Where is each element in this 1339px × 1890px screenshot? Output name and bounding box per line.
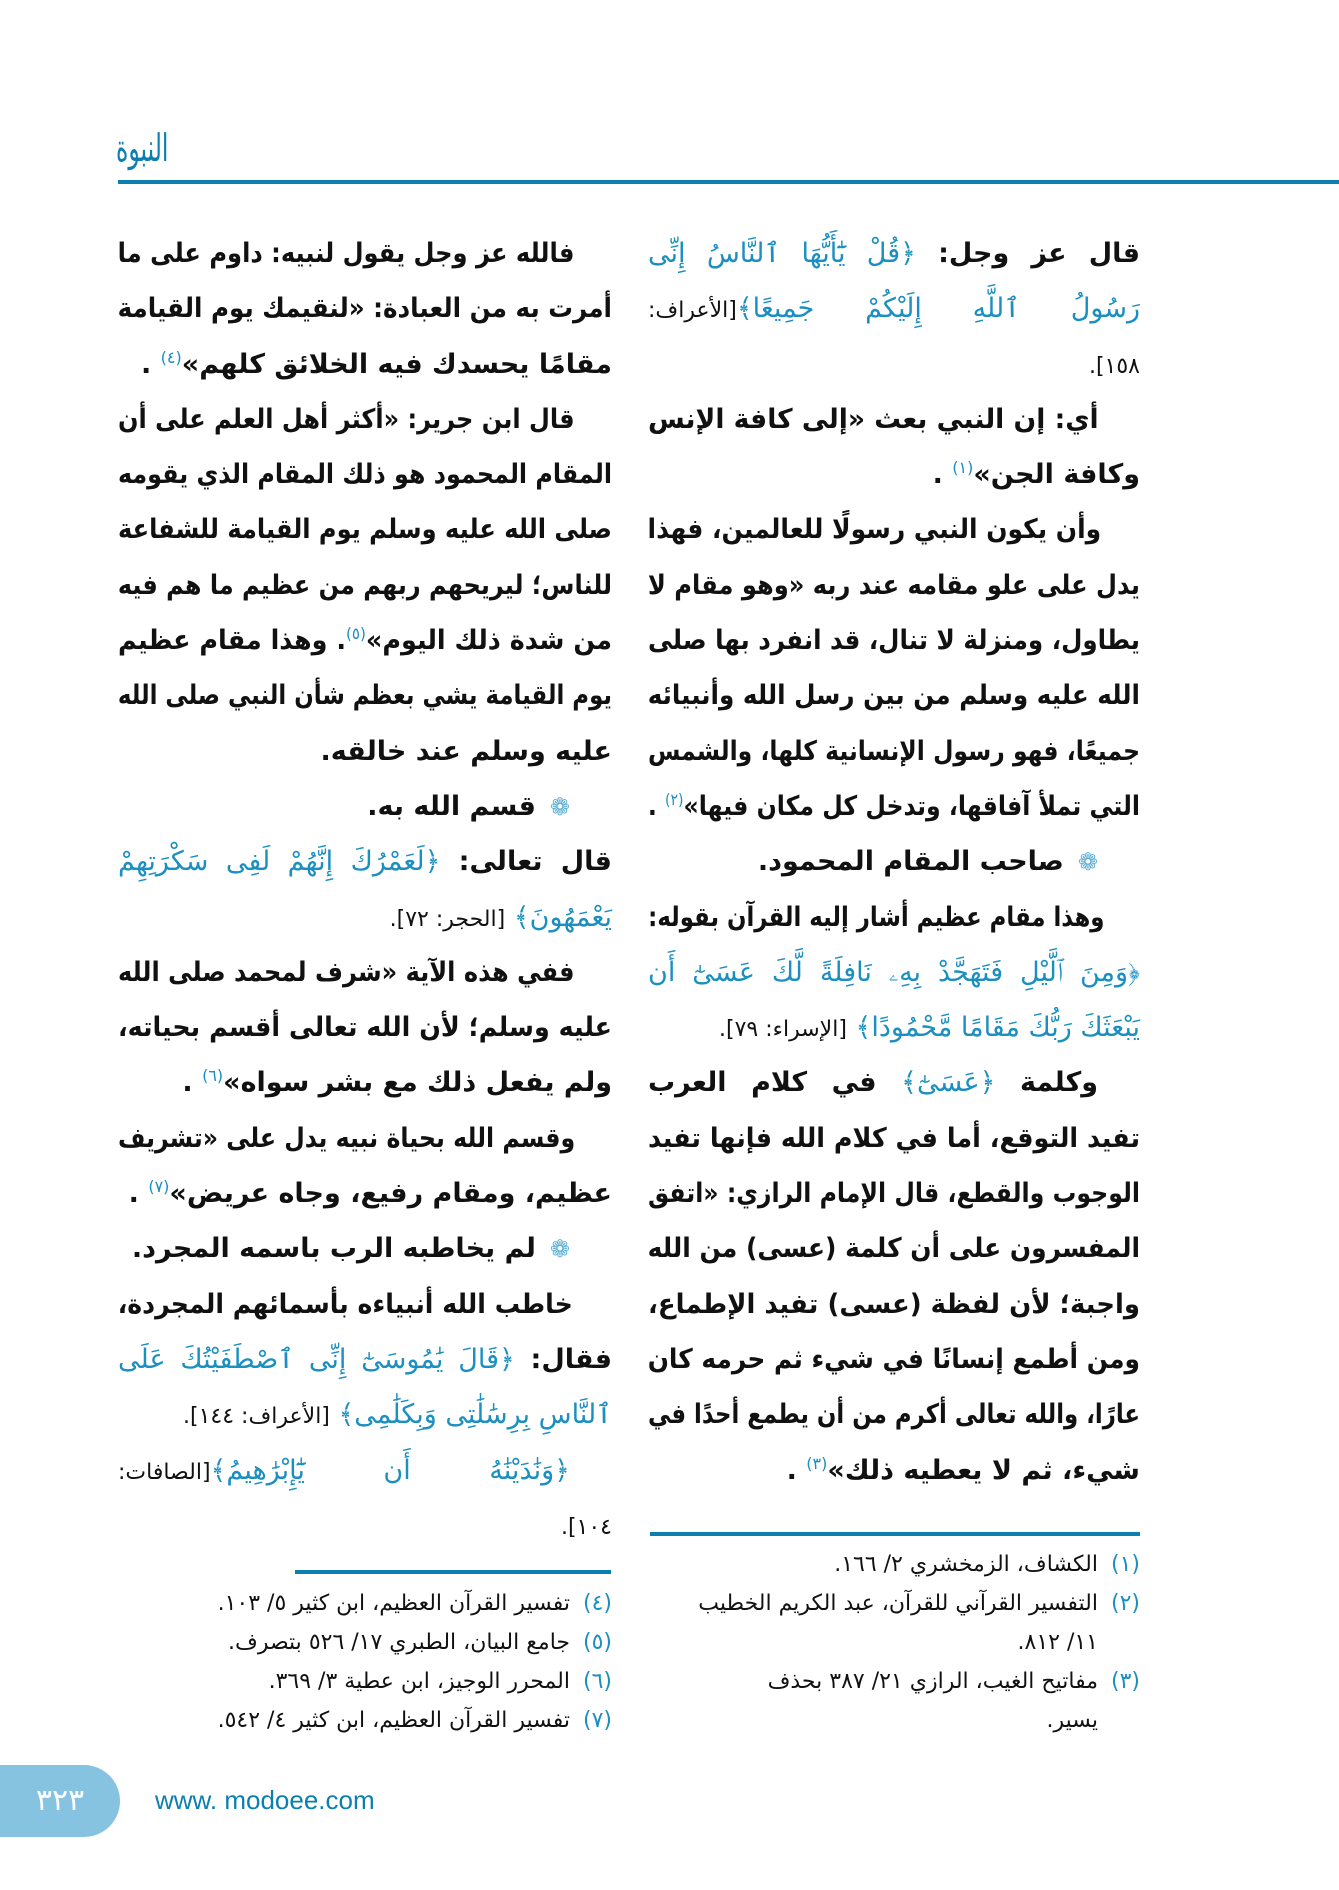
body-text: فالله عز وجل يقول لنبيه: داوم على ما bbox=[117, 238, 575, 269]
body-text: وكافة الجن» bbox=[973, 459, 1140, 491]
footnote-marker[interactable]: (٤) bbox=[160, 347, 182, 367]
footnote-number: (٤) bbox=[582, 1591, 612, 1616]
footnote-number: (٣) bbox=[1110, 1669, 1140, 1694]
footnote-text: يسير. bbox=[1046, 1708, 1098, 1733]
text-line bbox=[118, 558, 612, 613]
text-line bbox=[118, 834, 612, 889]
verse-reference: ١٠٤]. bbox=[560, 1514, 612, 1540]
text-line bbox=[648, 668, 1140, 723]
body-text: للناس؛ ليريحهم ربهم من عظيم ما هم فيه bbox=[117, 569, 612, 601]
section-heading bbox=[118, 1221, 612, 1276]
text-line bbox=[648, 558, 1140, 613]
text-line bbox=[648, 1332, 1140, 1387]
body-text: قال تعالى: bbox=[440, 846, 612, 878]
text-line bbox=[118, 1277, 612, 1332]
body-text: وهذا مقام عظيم أشار إليه القرآن بقوله: bbox=[648, 901, 1105, 933]
body-text: تفيد التوقع، أما في كلام الله فإنها تفيد bbox=[648, 1122, 1140, 1154]
footnotes-right bbox=[648, 1545, 1140, 1740]
footnote-number: (٢) bbox=[1110, 1591, 1140, 1616]
section-heading bbox=[648, 834, 1140, 889]
verse-reference: ١٥٨]. bbox=[1088, 353, 1140, 379]
footnote bbox=[118, 1701, 612, 1740]
text-line bbox=[118, 502, 612, 557]
text-line bbox=[648, 1166, 1140, 1221]
body-text: المقام المحمود هو ذلك المقام الذي يقومه bbox=[117, 459, 613, 491]
body-text: شيء، ثم لا يعطيه ذلك» bbox=[827, 1454, 1140, 1486]
footnote-marker[interactable]: (٢) bbox=[665, 789, 684, 809]
body-text: صلى الله عليه وسلم يوم القيامة للشفاعة bbox=[118, 514, 612, 546]
footnote-text: تفسير القرآن العظيم، ابن كثير ٤/ ٥٤٢. bbox=[217, 1708, 570, 1733]
text-line bbox=[648, 502, 1140, 557]
text-line bbox=[648, 1221, 1140, 1276]
body-text: أي: إن النبي بعث «إلى كافة الإنس bbox=[648, 403, 1099, 435]
text-line bbox=[648, 337, 1140, 392]
body-text: من شدة ذلك اليوم» bbox=[365, 625, 612, 657]
body-text: يدل على علو مقامه عند ربه «وهو مقام لا bbox=[647, 569, 1140, 601]
footnote-separator bbox=[295, 1570, 611, 1574]
text-line bbox=[118, 1498, 612, 1553]
footnote-marker[interactable]: (١) bbox=[952, 458, 974, 478]
body-text: يوم القيامة يشي بعظم شأن النبي صلى الله bbox=[117, 680, 613, 712]
footnote bbox=[648, 1623, 1140, 1662]
text-line bbox=[118, 1443, 612, 1498]
footnote-text: المحرر الوجيز، ابن عطية ٣/ ٣٦٩. bbox=[268, 1669, 570, 1694]
body-text: عليه وسلم؛ لأن الله تعالى أقسم بحياته، bbox=[118, 1012, 612, 1044]
text-line bbox=[648, 226, 1140, 281]
text-line bbox=[648, 890, 1140, 945]
footnote-text: التفسير القرآني للقرآن، عبد الكريم الخطيب bbox=[698, 1591, 1098, 1616]
body-text: التي تملأ آفاقها، وتدخل كل مكان فيها» bbox=[683, 790, 1140, 822]
body-text: ومن أطمع إنسانًا في شيء ثم حرمه كان bbox=[647, 1343, 1140, 1375]
quran-verse: ﴿وَنَٰدَيْنَٰهُ أَن يَٰٓإِبْرَٰهِيمُ﴾ bbox=[210, 1454, 570, 1486]
body-text: ولم يفعل ذلك مع بشر سواه» bbox=[223, 1067, 612, 1099]
footnote bbox=[118, 1584, 612, 1623]
quran-verse: ﴿قُلْ يَٰٓأَيُّهَا ٱلنَّاسُ إِنِّى bbox=[648, 238, 916, 269]
body-text: . وهذا مقام عظيم bbox=[118, 625, 347, 657]
body-text: وقسم الله بحياة نبيه يدل على «تشريف bbox=[118, 1122, 576, 1154]
text-line bbox=[648, 945, 1140, 1000]
body-text: يطاول، ومنزلة لا تنال، قد انفرد بها صلى bbox=[647, 625, 1140, 657]
quran-verse: ﴿لَعَمْرُكَ إِنَّهُمْ لَفِى سَكْرَتِهِمْ bbox=[118, 846, 441, 878]
text-line bbox=[118, 1055, 612, 1110]
footnote-number: (٦) bbox=[582, 1669, 612, 1694]
footnote-separator bbox=[650, 1532, 1140, 1536]
footnote-text: جامع البيان، الطبري ١٧/ ٥٢٦ بتصرف. bbox=[228, 1630, 570, 1655]
quran-verse: ٱلنَّاسِ بِرِسَٰلَٰتِى وَبِكَلَٰمِى﴾ bbox=[329, 1399, 612, 1431]
footnote bbox=[118, 1662, 612, 1701]
footnote-number: (١) bbox=[1110, 1552, 1140, 1577]
body-text: . bbox=[786, 1454, 807, 1486]
text-line bbox=[118, 613, 612, 668]
body-text: عليه وسلم عند خالقه. bbox=[320, 735, 612, 767]
text-line bbox=[118, 724, 612, 779]
footnotes-left bbox=[118, 1584, 612, 1740]
body-text: الله عليه وسلم من بين رسل الله وأنبيائه bbox=[647, 680, 1140, 712]
body-text: قسم الله به. bbox=[367, 790, 536, 822]
verse-reference: [الصافات: bbox=[118, 1459, 211, 1485]
page-number-badge: ٣٢٣ bbox=[0, 1765, 120, 1837]
body-text: لم يخاطبه الرب باسمه المجرد. bbox=[131, 1233, 536, 1265]
body-text: خاطب الله أنبياءه بأسمائهم المجردة، bbox=[117, 1288, 573, 1320]
text-line bbox=[118, 945, 612, 1000]
footnote-marker[interactable]: (٦) bbox=[202, 1066, 224, 1086]
text-line bbox=[118, 1111, 612, 1166]
text-line bbox=[648, 1277, 1140, 1332]
body-text: في كلام العرب bbox=[648, 1067, 902, 1099]
body-text: قال ابن جرير: «أكثر أهل العلم على أن bbox=[118, 403, 575, 435]
body-text: ففي هذه الآية «شرف لمحمد صلى الله bbox=[118, 956, 575, 988]
right-column bbox=[648, 226, 1140, 1498]
footnote bbox=[648, 1584, 1140, 1623]
body-text: واجبة؛ لأن لفظة (عسى) تفيد الإطماع، bbox=[648, 1288, 1140, 1320]
body-text: عظيم، ومقام رفيع، وجاه عريض» bbox=[169, 1178, 612, 1210]
body-text: وكلمة bbox=[995, 1067, 1098, 1099]
footnote-marker[interactable]: (٧) bbox=[148, 1177, 170, 1197]
text-line bbox=[118, 890, 612, 945]
body-text: . bbox=[182, 1067, 203, 1099]
text-line bbox=[648, 1000, 1140, 1055]
footnote bbox=[648, 1662, 1140, 1701]
text-line bbox=[648, 1055, 1140, 1110]
quran-verse: رَسُولُ ٱللَّهِ إِلَيْكُمْ جَمِيعًا﴾ bbox=[736, 293, 1140, 325]
verse-reference: [الأعراف: ١٤٤]. bbox=[183, 1404, 330, 1430]
body-text: عارًا، والله تعالى أكرم من أن يطمع أحدًا في bbox=[648, 1399, 1140, 1431]
quran-verse: ﴿قَالَ يَٰمُوسَىٰٓ إِنِّى ٱصْطَفَيْتُكَ عَلَى bbox=[118, 1343, 515, 1375]
body-text: وأن يكون النبي رسولًا للعالمين، فهذا bbox=[647, 514, 1102, 546]
text-line bbox=[118, 668, 612, 723]
body-text: الوجوب والقطع، قال الإمام الرازي: «اتفق bbox=[648, 1178, 1140, 1210]
text-line bbox=[118, 1000, 612, 1055]
running-header-title: النبوة bbox=[116, 126, 169, 170]
website-link[interactable]: www. modoee.com bbox=[155, 1785, 375, 1815]
verse-reference: [الأعراف: bbox=[648, 298, 737, 324]
verse-reference: [الحجر: ٧٢]. bbox=[389, 906, 506, 932]
body-text: . bbox=[932, 459, 953, 491]
text-line bbox=[118, 1166, 612, 1221]
text-line bbox=[648, 447, 1140, 502]
flower-ornament-icon: ❁ bbox=[549, 1235, 570, 1264]
body-text: . bbox=[647, 790, 666, 822]
body-text: المفسرون على أن كلمة (عسى) من الله bbox=[647, 1233, 1140, 1265]
text-line bbox=[118, 447, 612, 502]
footnote-marker[interactable]: (٣) bbox=[806, 1453, 828, 1473]
footnote-marker[interactable]: (٥) bbox=[346, 624, 366, 644]
text-line bbox=[648, 613, 1140, 668]
text-line bbox=[118, 281, 612, 336]
verse-reference: [الإسراء: ٧٩]. bbox=[719, 1017, 847, 1043]
quran-verse: ﴿وَمِنَ ٱلَّيْلِ فَتَهَجَّدْ بِهِۦ نَافِلَةً لَّكَ عَسَىٰٓ أَن bbox=[648, 956, 1140, 988]
footnote-text: الكشاف، الزمخشري ٢/ ١٦٦. bbox=[834, 1552, 1098, 1577]
text-line bbox=[118, 1332, 612, 1387]
footnote-number: (٥) bbox=[582, 1630, 612, 1655]
body-text: فقال: bbox=[514, 1343, 613, 1375]
body-text: . bbox=[141, 348, 161, 380]
quran-verse: ﴿عَسَىٰٓ﴾ bbox=[901, 1067, 996, 1099]
body-text: مقامًا يحسدك فيه الخلائق كلهم» bbox=[181, 348, 612, 380]
text-line bbox=[648, 1443, 1140, 1498]
footnote-text: تفسير القرآن العظيم، ابن كثير ٥/ ١٠٣. bbox=[217, 1591, 570, 1616]
text-line bbox=[648, 392, 1140, 447]
footnote-number: (٧) bbox=[582, 1708, 612, 1733]
text-line bbox=[118, 337, 612, 392]
text-line bbox=[648, 1111, 1140, 1166]
body-text: . bbox=[128, 1178, 149, 1210]
section-heading bbox=[118, 779, 612, 834]
header-rule bbox=[118, 180, 1339, 184]
body-text: جميعًا، فهو رسول الإنسانية كلها، والشمس bbox=[648, 735, 1140, 767]
text-line bbox=[118, 226, 612, 281]
text-line bbox=[648, 779, 1140, 834]
body-text: قال عز وجل: bbox=[915, 238, 1140, 269]
left-column bbox=[118, 226, 612, 1553]
text-line bbox=[648, 281, 1140, 336]
text-line bbox=[118, 392, 612, 447]
flower-ornament-icon: ❁ bbox=[549, 792, 570, 821]
text-line bbox=[118, 1387, 612, 1442]
text-line bbox=[648, 1387, 1140, 1442]
quran-verse: يَبْعَثَكَ رَبُّكَ مَقَامًا مَّحْمُودًا﴾ bbox=[846, 1012, 1140, 1044]
footnote-text: مفاتيح الغيب، الرازي ٢١/ ٣٨٧ بحذف bbox=[767, 1669, 1098, 1694]
footnote bbox=[648, 1545, 1140, 1584]
quran-verse: يَعْمَهُونَ﴾ bbox=[505, 901, 612, 933]
body-text: أمرت به من العبادة: «لنقيمك يوم القيامة bbox=[117, 293, 612, 325]
body-text: صاحب المقام المحمود. bbox=[757, 846, 1064, 878]
flower-ornament-icon: ❁ bbox=[1077, 848, 1098, 877]
footnote bbox=[118, 1623, 612, 1662]
text-line bbox=[648, 724, 1140, 779]
footnote bbox=[648, 1701, 1140, 1740]
footnote-text: ١١/ ٨١٢. bbox=[1017, 1630, 1098, 1655]
